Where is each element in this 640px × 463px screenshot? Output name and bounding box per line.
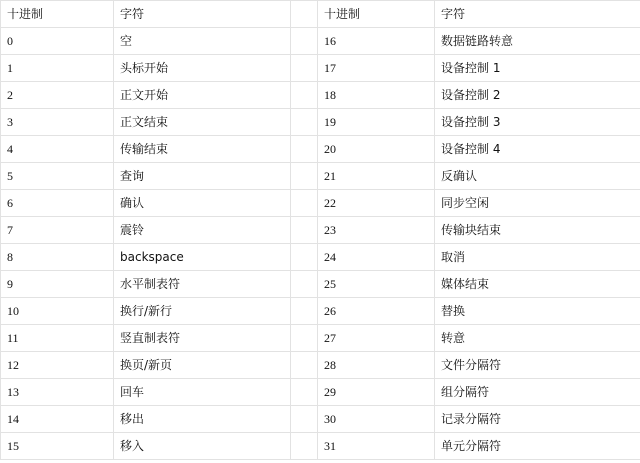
separator-cell [291, 55, 318, 82]
table-row [1, 109, 640, 136]
table-row [1, 163, 640, 190]
separator-cell [291, 28, 318, 55]
table-row [1, 190, 640, 217]
right-decimal-cell: 20 [318, 136, 435, 163]
left-decimal-cell: 2 [1, 82, 114, 109]
separator-cell [291, 109, 318, 136]
right-decimal-cell: 31 [318, 433, 435, 460]
right-decimal-cell: 30 [318, 406, 435, 433]
table-body [1, 28, 640, 460]
left-char-cell: 水平制表符 [114, 271, 291, 298]
left-char-cell: 正文结束 [114, 109, 291, 136]
separator-cell [291, 271, 318, 298]
right-decimal-cell: 27 [318, 325, 435, 352]
right-char-cell: 反确认 [435, 163, 640, 190]
header-left-char: 字符 [114, 1, 291, 28]
right-decimal-cell: 16 [318, 28, 435, 55]
left-decimal-cell: 13 [1, 379, 114, 406]
right-char-cell: 同步空闲 [435, 190, 640, 217]
left-decimal-cell: 9 [1, 271, 114, 298]
table-row [1, 433, 640, 460]
left-char-cell: 正文开始 [114, 82, 291, 109]
left-decimal-cell: 1 [1, 55, 114, 82]
right-decimal-cell: 19 [318, 109, 435, 136]
separator-column [291, 1, 318, 28]
right-decimal-cell: 17 [318, 55, 435, 82]
left-decimal-cell: 7 [1, 217, 114, 244]
right-decimal-cell: 22 [318, 190, 435, 217]
separator-cell [291, 379, 318, 406]
left-decimal-cell: 11 [1, 325, 114, 352]
right-char-cell: 转意 [435, 325, 640, 352]
right-decimal-cell: 26 [318, 298, 435, 325]
separator-cell [291, 406, 318, 433]
left-decimal-cell: 4 [1, 136, 114, 163]
right-char-cell: 文件分隔符 [435, 352, 640, 379]
right-char-cell: 记录分隔符 [435, 406, 640, 433]
left-decimal-cell: 5 [1, 163, 114, 190]
table-row [1, 82, 640, 109]
left-char-cell: 确认 [114, 190, 291, 217]
left-decimal-cell: 6 [1, 190, 114, 217]
header-right-char: 字符 [435, 1, 640, 28]
right-decimal-cell: 25 [318, 271, 435, 298]
table-row [1, 136, 640, 163]
right-decimal-cell: 18 [318, 82, 435, 109]
left-decimal-cell: 10 [1, 298, 114, 325]
table-row [1, 271, 640, 298]
right-char-cell: 单元分隔符 [435, 433, 640, 460]
right-decimal-cell: 24 [318, 244, 435, 271]
left-char-cell: 移出 [114, 406, 291, 433]
right-decimal-cell: 23 [318, 217, 435, 244]
left-decimal-cell: 12 [1, 352, 114, 379]
separator-cell [291, 82, 318, 109]
left-char-cell: 换页/新页 [114, 352, 291, 379]
left-decimal-cell: 14 [1, 406, 114, 433]
table-row [1, 406, 640, 433]
separator-cell [291, 136, 318, 163]
left-char-cell: backspace [114, 244, 291, 271]
left-char-cell: 换行/新行 [114, 298, 291, 325]
table-row [1, 352, 640, 379]
separator-cell [291, 163, 318, 190]
table-row [1, 244, 640, 271]
right-char-cell: 设备控制 4 [435, 136, 640, 163]
left-char-cell: 传输结束 [114, 136, 291, 163]
left-decimal-cell: 3 [1, 109, 114, 136]
left-decimal-cell: 0 [1, 28, 114, 55]
right-char-cell: 媒体结束 [435, 271, 640, 298]
left-char-cell: 竖直制表符 [114, 325, 291, 352]
right-decimal-cell: 29 [318, 379, 435, 406]
right-char-cell: 替换 [435, 298, 640, 325]
separator-cell [291, 217, 318, 244]
right-decimal-cell: 21 [318, 163, 435, 190]
table-row [1, 217, 640, 244]
table-row [1, 379, 640, 406]
header-left-decimal: 十进制 [1, 1, 114, 28]
right-char-cell: 取消 [435, 244, 640, 271]
table-row [1, 325, 640, 352]
table-row [1, 28, 640, 55]
table-row [1, 55, 640, 82]
separator-cell [291, 298, 318, 325]
table-row [1, 298, 640, 325]
left-char-cell: 回车 [114, 379, 291, 406]
right-char-cell: 设备控制 3 [435, 109, 640, 136]
left-decimal-cell: 8 [1, 244, 114, 271]
separator-cell [291, 325, 318, 352]
right-char-cell: 传输块结束 [435, 217, 640, 244]
separator-cell [291, 352, 318, 379]
header-row [1, 1, 640, 28]
right-decimal-cell: 28 [318, 352, 435, 379]
left-char-cell: 头标开始 [114, 55, 291, 82]
right-char-cell: 设备控制 2 [435, 82, 640, 109]
right-char-cell: 设备控制 1 [435, 55, 640, 82]
left-char-cell: 查询 [114, 163, 291, 190]
left-decimal-cell: 15 [1, 433, 114, 460]
separator-cell [291, 244, 318, 271]
left-char-cell: 震铃 [114, 217, 291, 244]
separator-cell [291, 433, 318, 460]
right-char-cell: 数据链路转意 [435, 28, 640, 55]
separator-cell [291, 190, 318, 217]
right-char-cell: 组分隔符 [435, 379, 640, 406]
left-char-cell: 空 [114, 28, 291, 55]
left-char-cell: 移入 [114, 433, 291, 460]
header-right-decimal: 十进制 [318, 1, 435, 28]
